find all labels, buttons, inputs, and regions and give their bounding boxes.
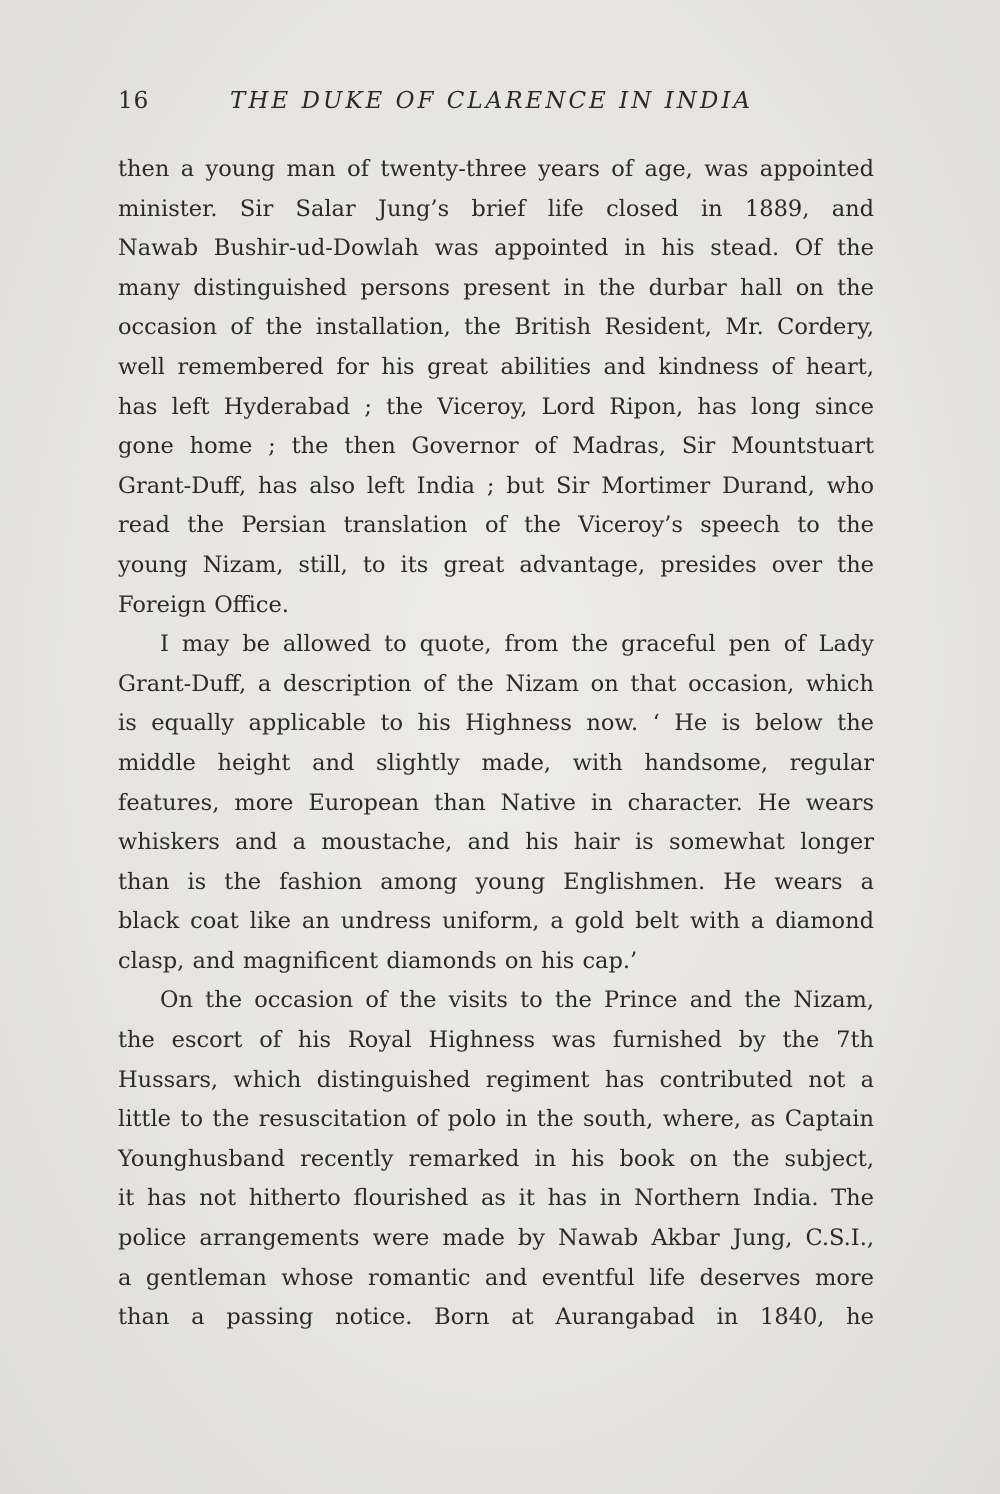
text-line: it has not hitherto flourished as it has in Northern India. The	[118, 1185, 874, 1212]
text-line: police arrangements were made by Nawab Akbar Jung, C.S.I.,	[118, 1225, 874, 1252]
text-line: many distinguished persons present in the durbar hall on the	[118, 274, 874, 301]
text-line: read the Persian translation of the Viceroy’s speech to the	[118, 512, 874, 539]
text-line: than a passing notice. Born at Aurangabad in 1840, he	[118, 1304, 874, 1331]
text-line: is equally applicable to his Highness now. ‘ He is below the	[118, 710, 874, 737]
text-line: Foreign Office.	[118, 591, 289, 618]
text-line: I may be allowed to quote, from the graceful pen of Lady	[160, 631, 874, 658]
running-head	[118, 84, 878, 124]
text-line: middle height and slightly made, with handsome, regular	[118, 749, 874, 776]
text-line: Hussars, which distinguished regiment has contributed not a	[118, 1066, 874, 1093]
text-line: features, more European than Native in character. He wears	[118, 789, 874, 816]
text-line: minister. Sir Salar Jung’s brief life closed in 1889, and	[118, 195, 874, 222]
text-line: Grant-Duff, a description of the Nizam on that occasion, which	[118, 670, 874, 697]
text-line: the escort of his Royal Highness was furnished by the 7th	[118, 1027, 874, 1054]
body-text	[118, 150, 874, 1338]
text-line: whiskers and a moustache, and his hair is somewhat longer	[118, 829, 874, 856]
paragraph	[118, 150, 874, 625]
text-line: little to the resuscitation of polo in the south, where, as Captain	[118, 1106, 874, 1133]
text-line: gone home ; the then Governor of Madras, Sir Mountstuart	[118, 433, 874, 460]
text-line: then a young man of twenty-three years of age, was appointed	[118, 156, 874, 182]
text-line: Nawab Bushir-ud-Dowlah was appointed in his stead. Of the	[118, 235, 874, 262]
text-line: occasion of the installation, the British Resident, Mr. Cordery,	[118, 314, 874, 341]
text-line: On the occasion of the visits to the Prince and the Nizam,	[160, 987, 874, 1014]
text-line: black coat like an undress uniform, a gold belt with a diamond	[118, 908, 874, 935]
text-line: a gentleman whose romantic and eventful life deserves more	[118, 1264, 874, 1291]
text-line: well remembered for his great abilities and kindness of heart,	[118, 353, 874, 380]
text-line: Younghusband recently remarked in his book on the subject,	[118, 1145, 874, 1172]
running-title: THE DUKE OF CLARENCE IN INDIA	[230, 88, 754, 114]
text-line: than is the fashion among young Englishmen. He wears a	[118, 868, 874, 895]
text-line: young Nizam, still, to its great advantage, presides over the	[118, 551, 874, 578]
paragraph	[118, 625, 874, 981]
text-line: has left Hyderabad ; the Viceroy, Lord Ripon, has long since	[118, 393, 874, 420]
page-number: 16	[118, 88, 150, 114]
paragraph	[118, 981, 874, 1337]
text-line: clasp, and magnificent diamonds on his cap.’	[118, 947, 638, 974]
text-line: Grant-Duff, has also left India ; but Sir Mortimer Durand, who	[118, 472, 874, 499]
